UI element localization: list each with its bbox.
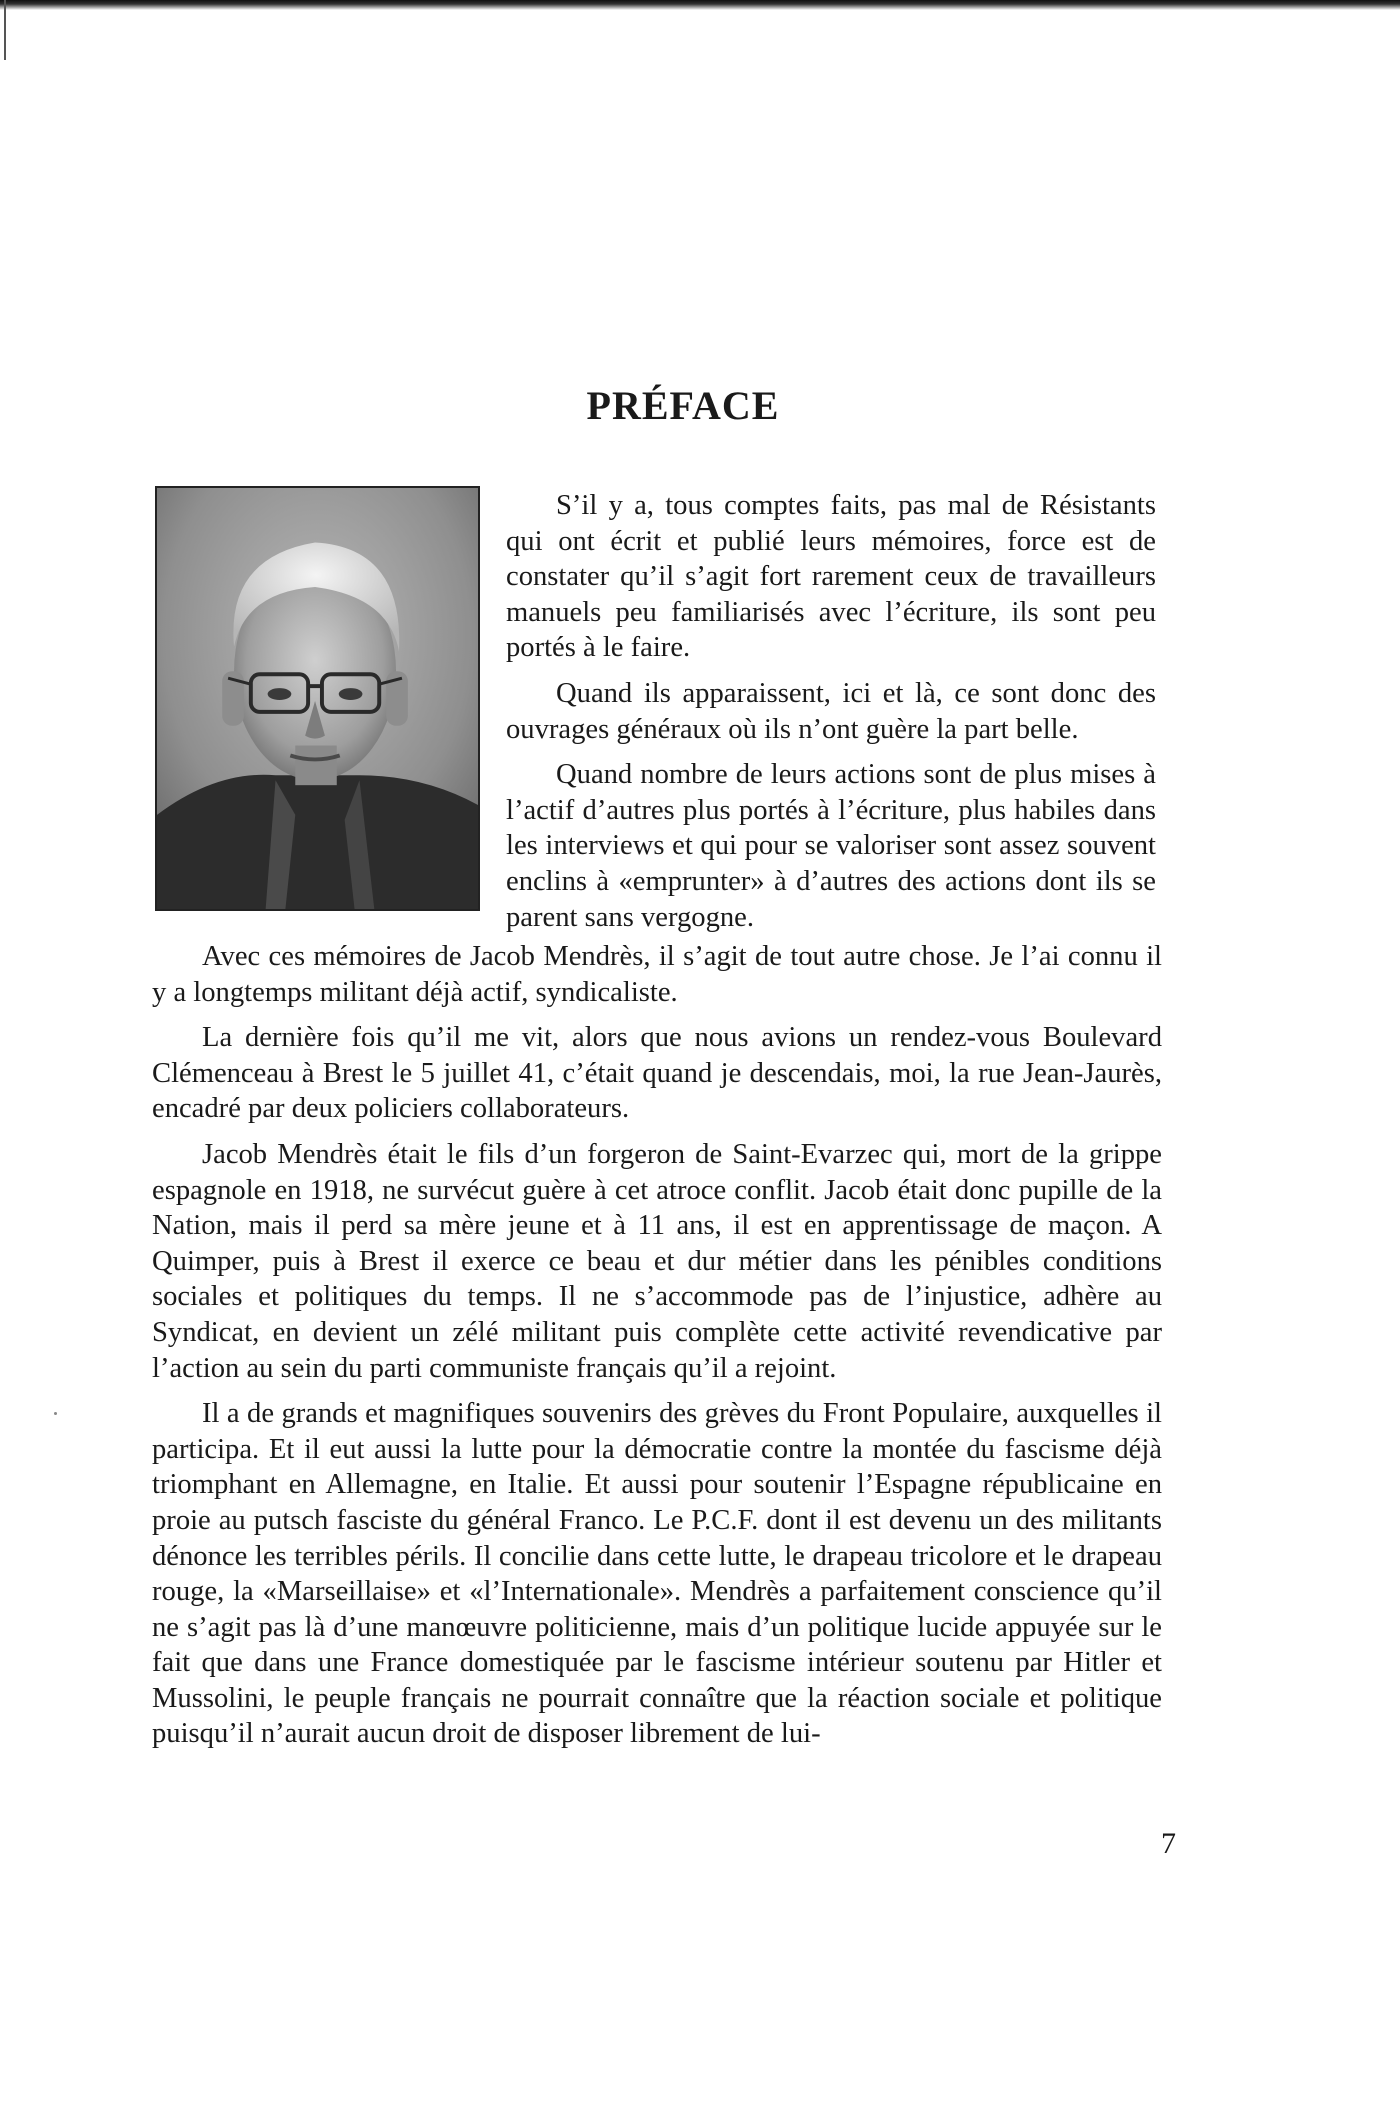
scan-left-mark	[4, 0, 6, 60]
main-text-body	[152, 939, 1162, 1762]
portrait-photo	[155, 486, 480, 911]
page-title: PRÉFACE	[586, 383, 780, 428]
paragraph-6: Jacob Mendrès était le fils d’un forgeron de Saint-Evarzec qui, mort de la grippe espagnole en 1918, ne survécut guère à cet atroce conflit. Jacob était donc pupille de la Nation, mais il perd sa mère jeune et à 11 ans, il est en apprentissage de maçon. A Quimper, puis à Brest il exerce ce beau et dur métier dans les pénibles conditions sociales et politiques du temps. Il ne s’accommode pas de l’injustice, adhère au Syndicat, en devient un zélé militant puis complète cette activité revendicative par l’action au sein du parti communiste français qu’il a rejoint.	[152, 1138, 1162, 1384]
paragraph-3: Quand nombre de leurs actions sont de plus mises à l’actif d’autres plus portés à l’écriture, plus habiles dans les interviews et qui pour se valoriser sont assez souvent enclins à «emprunter» à d’autres des actions dont ils se parent sans vergogne.	[506, 759, 1156, 933]
paragraph-5: La dernière fois qu’il me vit, alors que nous avions un rendez-vous Boulevard Clémenceau à Brest le 5 juillet 41, c’était quand je descendais, moi, la rue Jean-Jaurès, encadré par deux policiers collaborateurs.	[152, 1022, 1162, 1125]
paragraph-1: S’il y a, tous comptes faits, pas mal de Résistants qui ont écrit et publié leurs mémoires, force est de constater qu’il s’agit fort rarement ceux de travailleurs manuels peu familiarisés avec l’écriture, ils sont peu portés à le faire.	[506, 490, 1156, 664]
scan-top-edge	[0, 0, 1400, 10]
paragraph-7: Il a de grands et magnifiques souvenirs des grèves du Front Populaire, auxquelles il participa. Et il eut aussi la lutte pour la démocratie contre la montée du fascisme déjà triomphant en Allemagne, en Italie. Et aussi pour soutenir l’Espagne républicaine en proie au putsch fasciste du général Franco. Le P.C.F. dont il est devenu un des militants dénonce les terribles périls. Il concilie dans cette lutte, le drapeau tricolore et le drapeau rouge, la «Marseillaise» et «l’Internationale». Mendrès a parfaitement conscience qu’il ne s’agit pas là d’une manœuvre politicienne, mais d’un politique lucide appuyée sur le fait que dans une France domestiquée par le fascisme intérieur soutenu par Hitler et Mussolini, le peuple français ne pourrait connaître que la réaction sociale et politique puisqu’il n’aurait aucun droit de disposer librement de lui-	[152, 1398, 1162, 1750]
intro-text-column	[506, 488, 1156, 945]
scan-speck	[54, 1412, 57, 1415]
page-number: 7	[1161, 1827, 1176, 1860]
paragraph-2: Quand ils apparaissent, ici et là, ce sont donc des ouvrages généraux où ils n’ont guère la part belle.	[506, 677, 1156, 745]
paragraph-4: Avec ces mémoires de Jacob Mendrès, il s’agit de tout autre chose. Je l’ai connu il y a longtemps militant déjà actif, syndicaliste.	[152, 941, 1162, 1008]
portrait-image	[157, 488, 478, 909]
